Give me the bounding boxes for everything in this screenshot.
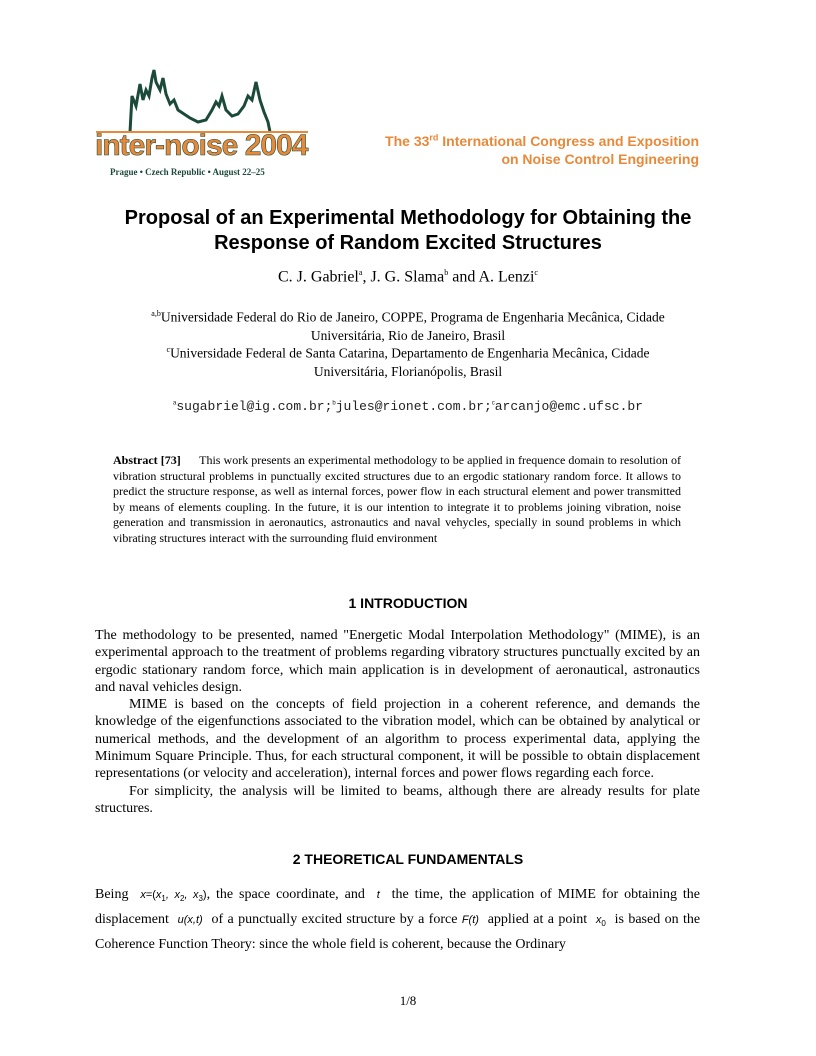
- page-number: 1/8: [399, 993, 417, 1008]
- math-F: F(t): [461, 914, 479, 927]
- logo-wordmark: inter-noise 2004: [95, 129, 308, 162]
- math-x-vector: $x=(x_1$, $x_2$, $x_3$): [140, 889, 207, 904]
- paragraph: For simplicity, the analysis will be limited to beams, although there are already results for plate structures.: [95, 783, 700, 816]
- email-link[interactable]: sugabriel@ig.com.br;: [176, 399, 333, 414]
- conference-logo: [94, 66, 310, 180]
- math-x0: $x_0$: [595, 914, 606, 929]
- paragraph: Being $x=(x_1$, $x_2$, $x_3$), the space coordinate, and t the time, the application of MIME for obtaining the displacement u(x,t) of a punctually excited structure by a force F(t) applied at a point $x_0$ is based on the Coherence Function Theory: since the whole field is coherent, because the Ordinary: [95, 887, 701, 953]
- paragraph: MIME is based on the concepts of field projection in a coherent reference, and demands the knowledge of the eigenfunctions associated to the vibration model, which can be obtained by analytical or numerical methods, and the development of an algorithm to process experimental data, applying the Minimum Square Principle. Thus, for each structural component, it will be possible to obtain displacement representations (or velocity and acceleration), internal forces and power flows regarding each force.: [95, 697, 700, 782]
- prague-skyline-icon: [94, 66, 310, 136]
- abstract: [113, 453, 681, 547]
- author-emails: $^a$sugabriel@ig.com.br;$^b$jules@rionet.com.br;$^c$arcanjo@emc.ufsc.br: [173, 399, 643, 414]
- section-introduction-body: [95, 627, 700, 817]
- paragraph: The methodology to be presented, named "Energetic Modal Interpolation Methodology" (MIME), is an experimental approach to the treatment of problems regarding vibratory structures punctually excited by an ergodic stationary random force, which main application is in development of aeronautical, astronautics and naval vehicles design.: [95, 628, 700, 695]
- affiliation-ufrj: $^{a,b}$Universidade Federal do Rio de Janeiro, COPPE, Programa de Engenharia Mecânica, Cidade Universitária, Rio de Janeiro, Brasil: [151, 309, 665, 343]
- author-list: C. J. Gabriel$^a$, J. G. Slama$^b$ and A. Lenzi$^c$: [278, 268, 538, 286]
- email-link[interactable]: jules@rionet.com.br;: [335, 399, 492, 414]
- abstract-label: Abstract [73]: [113, 453, 181, 467]
- abstract-text: This work presents an experimental methodology to be applied in frequence domain to resolution of vibration structural problems in punctually excited structures due to an ergodic stationary random force. It allows to predict the structure response, as well as internal forces, power flow in each structural element and power transmitted by means of elements coupling. In the future, it is our intention to integrate it to problems joining vibration, noise generation and transmission in aeronautics, astronautics and naval vehycles, specially in sound problems in which vibrating structures interact with the surrounding fluid environment: [113, 453, 681, 545]
- math-t: t: [376, 889, 380, 901]
- section-theory-body: [95, 884, 700, 955]
- conference-title-line2: on Noise Control Engineering: [501, 151, 699, 167]
- conference-title-line1: The 33rd International Congress and Exposition: [385, 132, 699, 149]
- section-heading-introduction: 1 INTRODUCTION: [348, 595, 468, 611]
- paper-title: Proposal of an Experimental Methodology for Obtaining the Response of Random Excited Structures: [124, 207, 692, 254]
- section-heading-theoretical-fundamentals: 2 THEORETICAL FUNDAMENTALS: [292, 851, 524, 867]
- logo-tagline: Prague • Czech Republic • August 22–25: [110, 167, 265, 177]
- math-u: u(x,t): [177, 914, 203, 927]
- affiliation-ufsc: $^c$Universidade Federal de Santa Catarina, Departamento de Engenharia Mecânica, Cidade Universitária, Florianópolis, Brasil: [166, 345, 650, 379]
- email-link[interactable]: arcanjo@emc.ufsc.br: [494, 399, 643, 414]
